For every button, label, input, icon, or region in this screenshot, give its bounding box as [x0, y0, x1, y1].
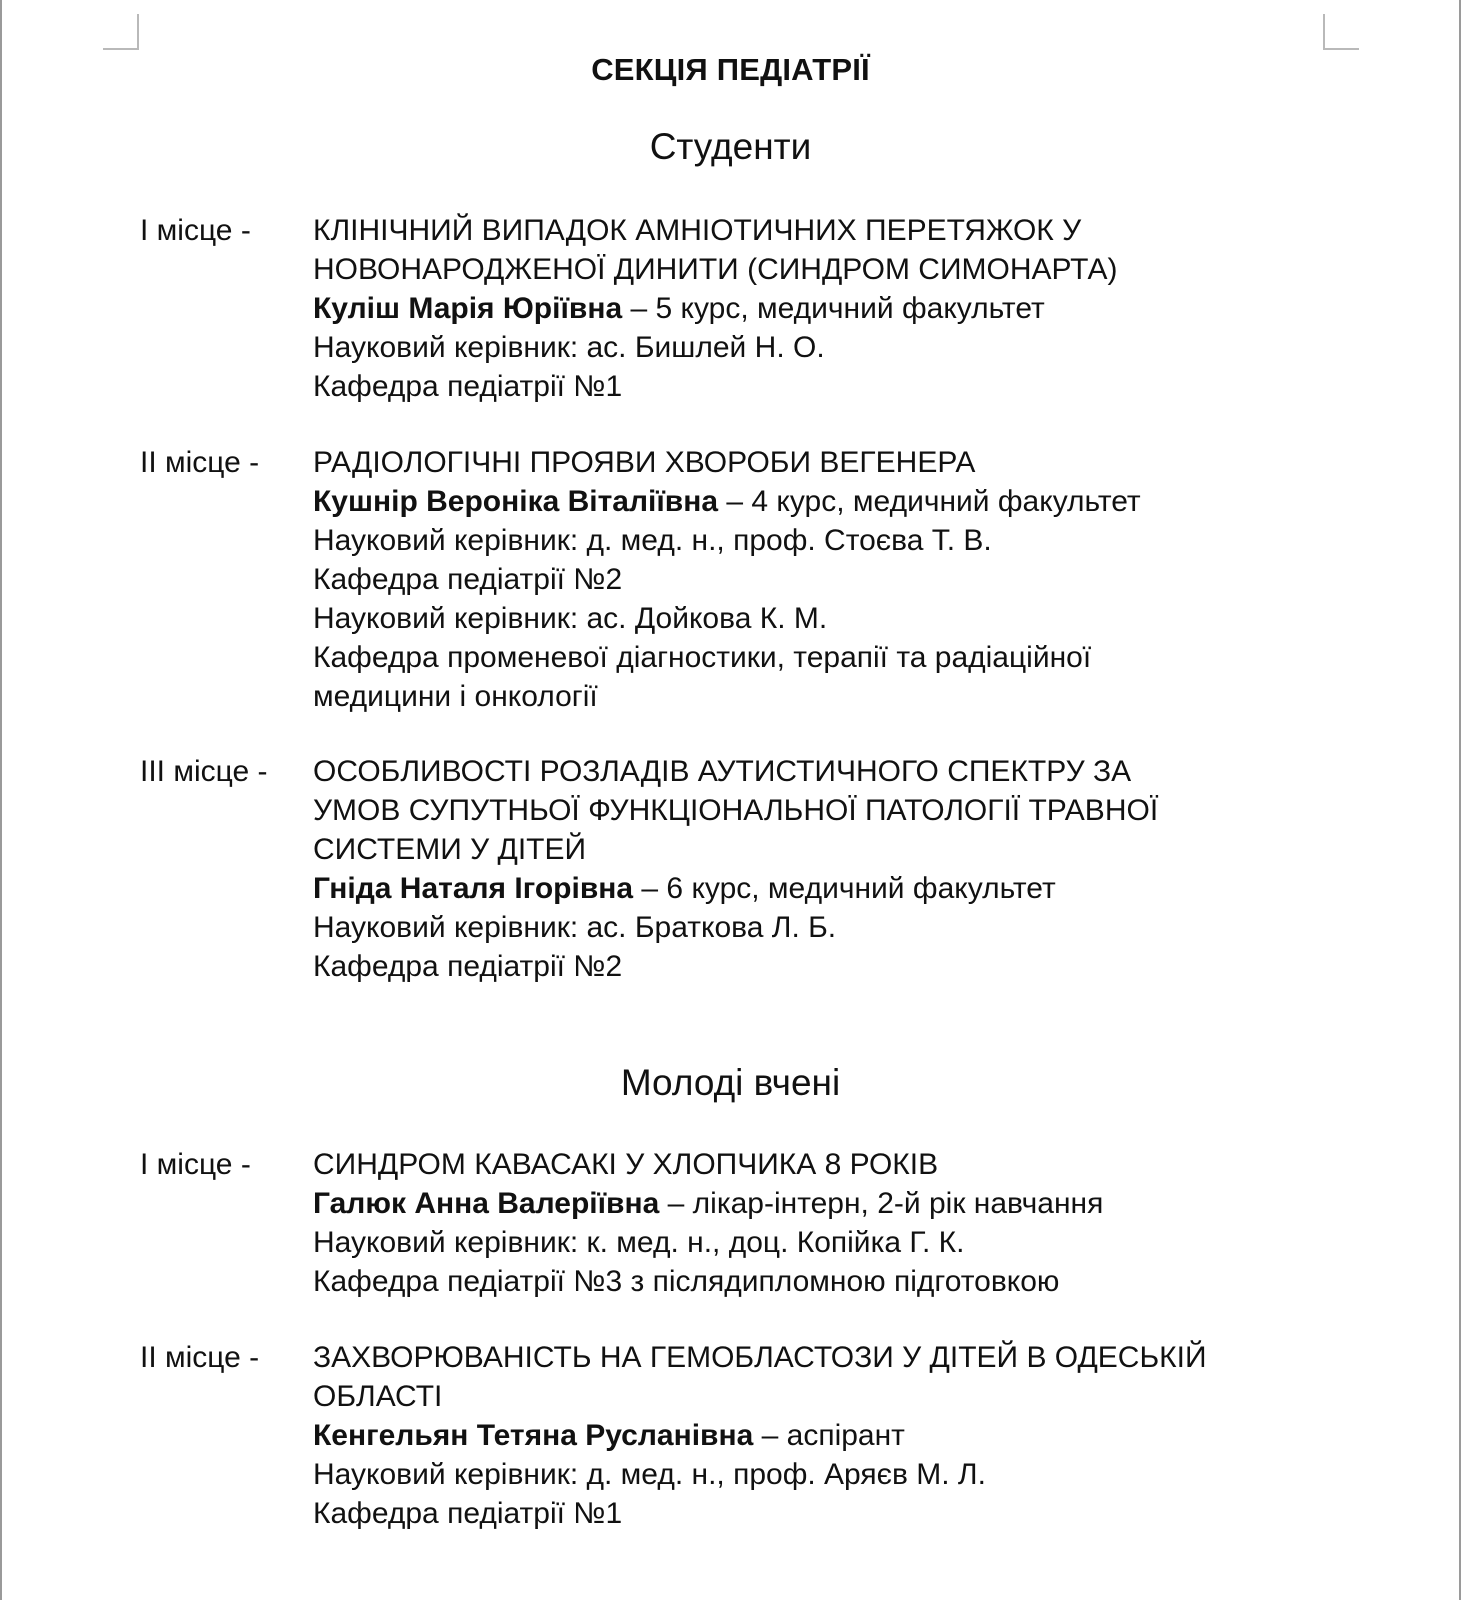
group-title-young-scientists: Молоді вчені: [620, 1062, 841, 1103]
entry-body: [313, 211, 1333, 406]
place-label: І місце -: [140, 214, 251, 247]
supervisor-line: Науковий керівник: ас. Дойкова К. М.: [313, 602, 828, 635]
author-line: [313, 1184, 1333, 1223]
report-title-line: СИСТЕМИ У ДІТЕЙ: [313, 833, 587, 866]
supervisor-line: Науковий керівник: д. мед. н., проф. Стоєва Т. В.: [313, 524, 992, 557]
report-title-line: СИНДРОМ КАВАСАКІ У ХЛОПЧИКА 8 РОКІВ: [313, 1148, 939, 1181]
margin-corner-top-left: [103, 14, 139, 50]
department-line: Кафедра педіатрії №1: [313, 370, 623, 403]
author-name: Галюк Анна Валеріївна: [313, 1187, 660, 1220]
author-line: [313, 482, 1333, 521]
supervisor-line: Науковий керівник: к. мед. н., доц. Копійка Г. К.: [313, 1226, 965, 1259]
place-label: ІІІ місце -: [140, 755, 268, 788]
author-line: [313, 289, 1333, 328]
report-title-line: ОСОБЛИВОСТІ РОЗЛАДІВ АУТИСТИЧНОГО СПЕКТРУ ЗА: [313, 755, 1132, 788]
place-label: ІІ місце -: [140, 446, 260, 479]
author-name: Гніда Наталя Ігорівна: [313, 872, 634, 905]
entry-body: [313, 1338, 1333, 1533]
report-title-line: ЗАХВОРЮВАНІСТЬ НА ГЕМОБЛАСТОЗИ У ДІТЕЙ В ОДЕСЬКІЙ: [313, 1341, 1207, 1374]
entry-body: [313, 443, 1333, 716]
author-status: – лікар-інтерн, 2-й рік навчання: [659, 1187, 1104, 1220]
report-title-line: ОБЛАСТІ: [313, 1380, 443, 1413]
author-name: Кушнір Вероніка Віталіївна: [313, 485, 719, 518]
margin-corner-top-right: [1323, 14, 1359, 50]
author-line: [313, 869, 1333, 908]
group-title-students: Студенти: [649, 126, 812, 167]
entry-body: [313, 752, 1333, 986]
department-line: Кафедра педіатрії №3 з післядипломною підготовкою: [313, 1265, 1060, 1298]
author-status: – 5 курс, медичний факультет: [622, 292, 1045, 325]
author-status: – 4 курс, медичний факультет: [718, 485, 1141, 518]
department-line: Кафедра педіатрії №1: [313, 1497, 623, 1530]
department-line: Кафедра педіатрії №2: [313, 563, 623, 596]
place-label: ІІ місце -: [140, 1341, 260, 1374]
page-edge-left: [0, 0, 2, 1600]
department-line: Кафедра педіатрії №2: [313, 950, 623, 983]
author-status: – 6 курс, медичний факультет: [633, 872, 1056, 905]
author-line: [313, 1416, 1333, 1455]
author-name: Кенгельян Тетяна Русланівна: [313, 1419, 754, 1452]
place-label: І місце -: [140, 1148, 251, 1181]
entry-body: [313, 1145, 1333, 1301]
section-title: СЕКЦІЯ ПЕДІАТРІЇ: [591, 52, 870, 87]
report-title-line: УМОВ СУПУТНЬОЇ ФУНКЦІОНАЛЬНОЇ ПАТОЛОГІЇ ТРАВНОЇ: [313, 794, 1159, 827]
supervisor-line: Науковий керівник: ас. Браткова Л. Б.: [313, 911, 837, 944]
report-title-line: НОВОНАРОДЖЕНОЇ ДИНИТИ (СИНДРОМ СИМОНАРТА): [313, 253, 1118, 286]
department-line: Кафедра променевої діагностики, терапії та радіаційної: [313, 641, 1092, 674]
report-title-line: КЛІНІЧНИЙ ВИПАДОК АМНІОТИЧНИХ ПЕРЕТЯЖОК У: [313, 214, 1082, 247]
department-line: медицини і онкології: [313, 680, 598, 713]
supervisor-line: Науковий керівник: ас. Бишлей Н. О.: [313, 331, 825, 364]
report-title-line: РАДІОЛОГІЧНІ ПРОЯВИ ХВОРОБИ ВЕГЕНЕРА: [313, 446, 976, 479]
supervisor-line: Науковий керівник: д. мед. н., проф. Аряєв М. Л.: [313, 1458, 986, 1491]
author-name: Куліш Марія Юріївна: [313, 292, 623, 325]
author-status: – аспірант: [753, 1419, 905, 1452]
